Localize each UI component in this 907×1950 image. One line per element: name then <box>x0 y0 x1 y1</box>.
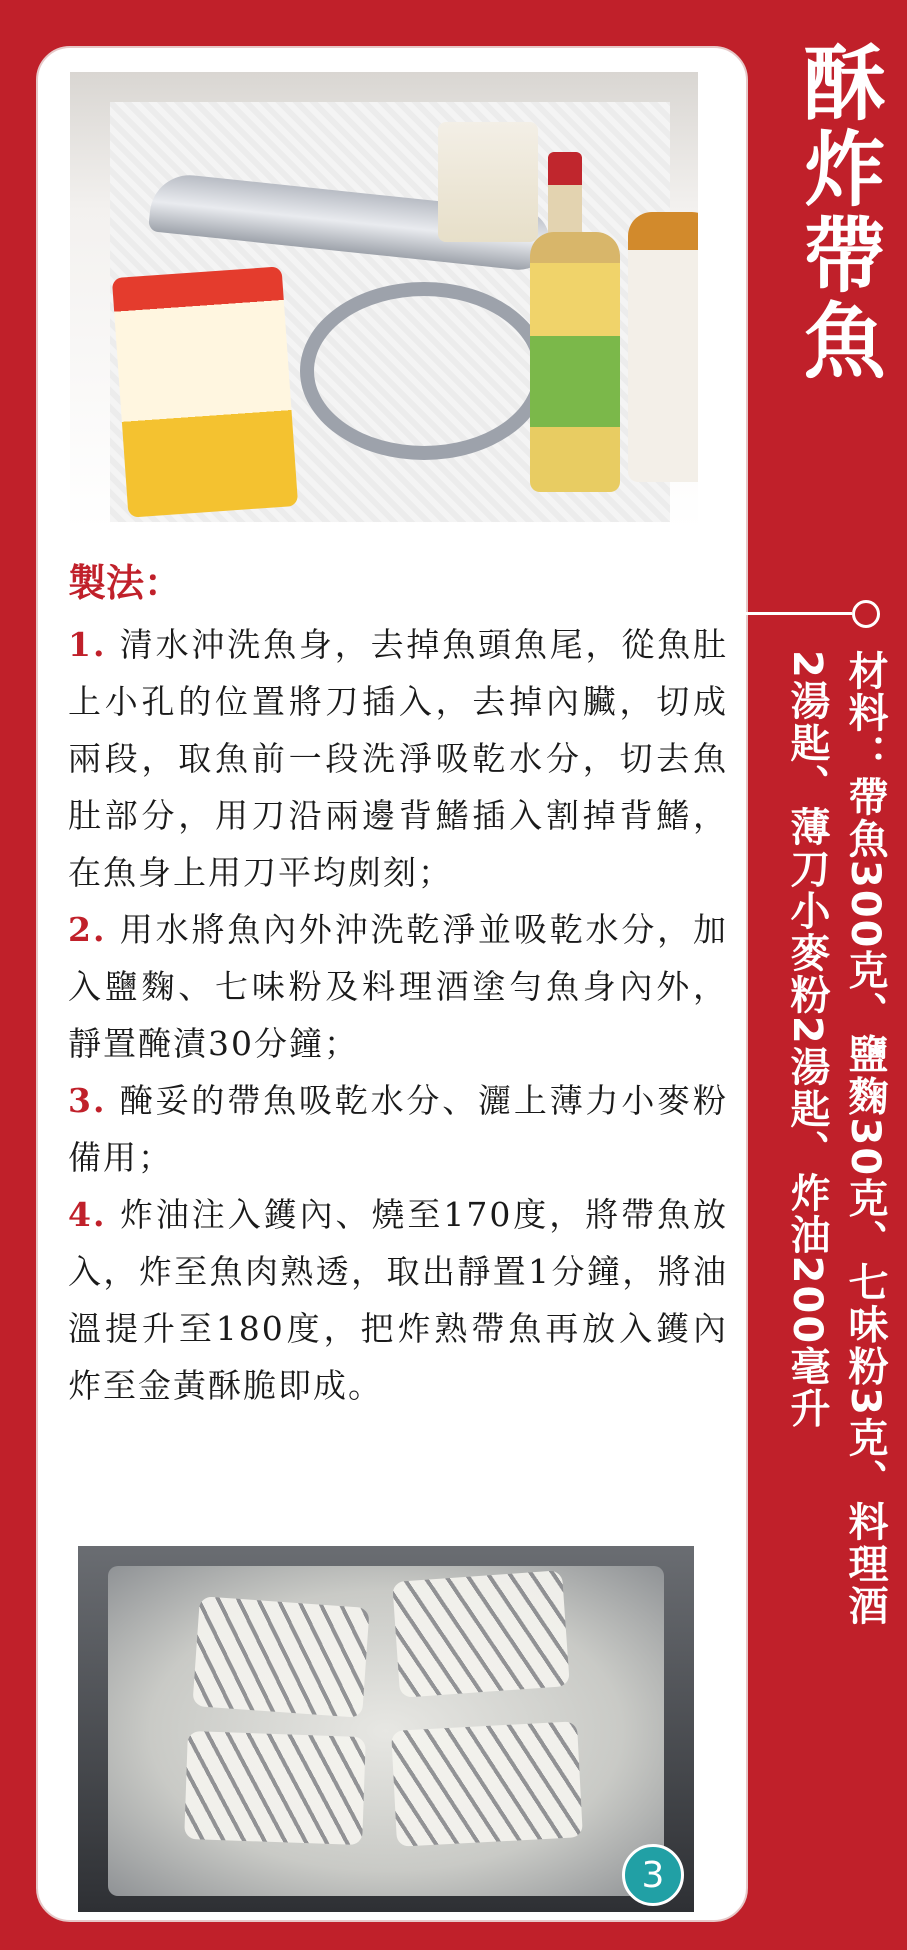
step-number: 3. <box>68 1081 107 1120</box>
step-text: 醃妥的帶魚吸乾水分、灑上薄力小麥粉備用； <box>68 1081 729 1177</box>
method-section <box>68 556 728 1414</box>
step-number: 4. <box>68 1195 107 1234</box>
fish-piece <box>184 1731 366 1845</box>
method-steps <box>68 616 728 1414</box>
ingredients-photo <box>70 72 698 530</box>
fish-piece <box>391 1721 583 1847</box>
cooking-wine-bottle-illustration <box>628 212 698 482</box>
floured-fish-photo <box>78 1546 694 1912</box>
step-text: 用水將魚內外沖洗乾淨並吸乾水分，加入鹽麴、七味粉及料理酒塗勻魚身內外，靜置醃漬30分鐘； <box>68 910 729 1063</box>
step-number: 2. <box>68 910 107 949</box>
flour-bag-illustration <box>112 266 298 517</box>
recipe-title: 酥炸帶魚 <box>790 40 885 384</box>
step-2 <box>68 901 728 1072</box>
salt-koji-pouch-illustration <box>438 122 538 242</box>
divider-dot-icon <box>852 600 880 628</box>
fish-piece <box>392 1570 570 1698</box>
step-3 <box>68 1072 728 1186</box>
step-photo-badge: 3 <box>622 1844 684 1906</box>
fish-tail-illustration <box>300 282 548 460</box>
step-text: 炸油注入鑊內、燒至170度，將帶魚放入，炸至魚肉熟透，取出靜置1分鐘，將油溫提升至180度，把炸熟帶魚再放入鑊內炸至金黃酥脆即成。 <box>68 1195 728 1405</box>
step-1 <box>68 616 728 901</box>
divider-line <box>744 612 852 615</box>
step-4 <box>68 1186 728 1414</box>
step-text: 清水沖洗魚身，去掉魚頭魚尾，從魚肚上小孔的位置將刀插入，去掉內臟，切成兩段，取魚前一段洗淨吸乾水分，切去魚肚部分，用刀沿兩邊背鰭插入割掉背鰭，在魚身上用刀平均㓟刻； <box>68 625 729 892</box>
step-number: 1. <box>68 625 107 664</box>
recipe-card <box>36 46 748 1922</box>
oil-bottle-illustration <box>530 232 620 492</box>
method-heading: 製法： <box>68 560 183 605</box>
fish-piece <box>192 1596 369 1718</box>
tray-illustration <box>108 1566 664 1896</box>
ingredients-list: 材料：帶魚300克、鹽麴30克、七味粉3克、料理酒2湯匙、薄刀小麥粉2湯匙、炸油200毫升 <box>784 650 888 1627</box>
